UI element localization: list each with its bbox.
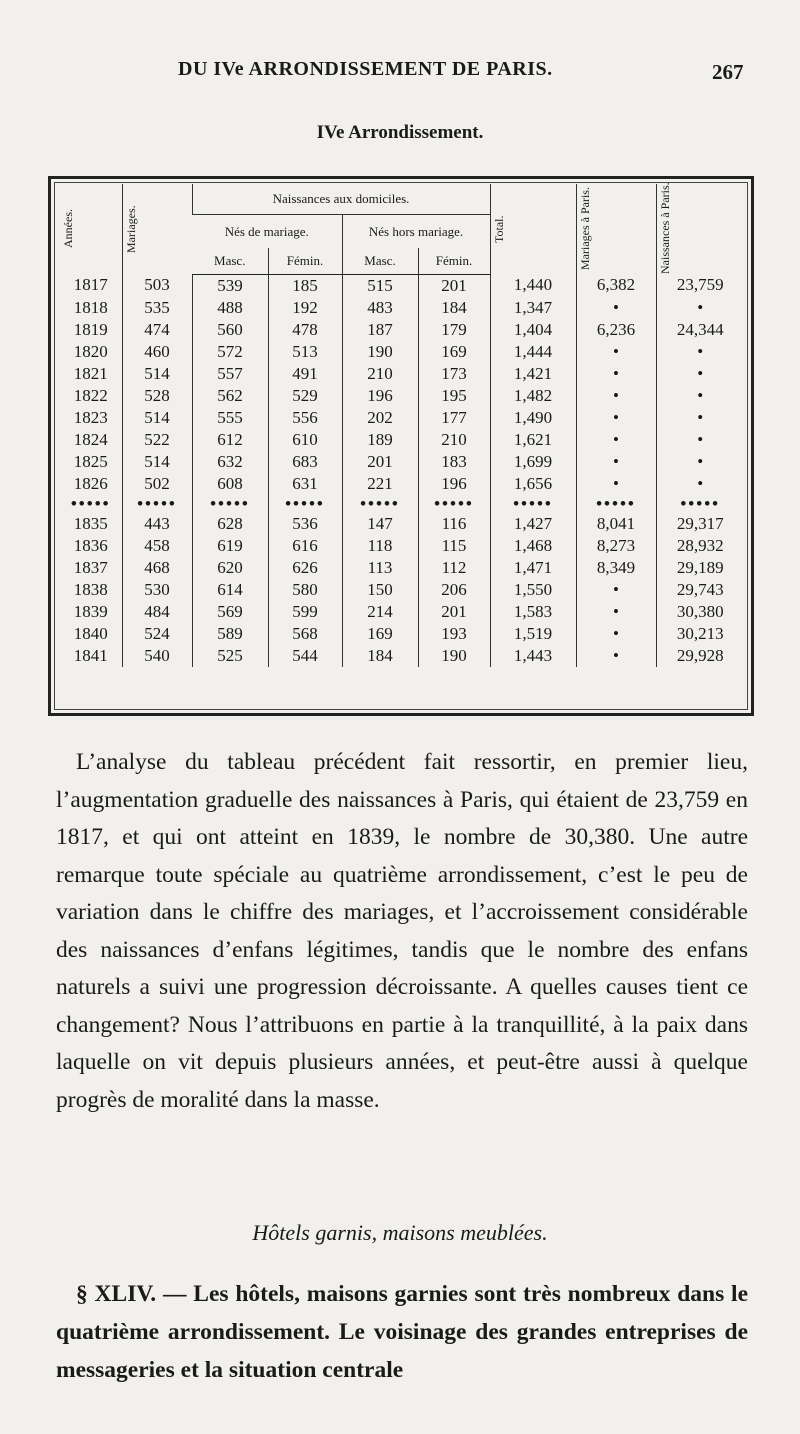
table-cell: •: [576, 473, 656, 495]
table-cell: 221: [342, 473, 418, 495]
table-cell: 29,743: [656, 579, 744, 601]
table-cell: 614: [192, 579, 268, 601]
table-cell: 169: [418, 341, 490, 363]
table-cell: 1837: [73, 557, 108, 577]
table-cell: 528: [122, 385, 192, 407]
running-title: DU IVe ARRONDISSEMENT DE PARIS.: [178, 58, 553, 80]
header-mariages: Mariages.: [122, 184, 192, 274]
table-cell: 599: [268, 601, 342, 623]
table-row: [60, 407, 744, 429]
table-cell: 192: [268, 297, 342, 319]
table-cell: 184: [418, 297, 490, 319]
table-cell: 631: [268, 473, 342, 495]
table-cell: 572: [192, 341, 268, 363]
section-paragraph-block: [56, 1275, 748, 1389]
table-cell: 184: [342, 645, 418, 667]
table-cell: 1819: [73, 319, 108, 339]
table-cell: 569: [192, 601, 268, 623]
table-row: [60, 557, 744, 579]
table-cell: 1836: [73, 535, 108, 555]
table-title: IVe Arrondissement.: [316, 122, 484, 143]
separator-cell: •••••: [268, 495, 342, 513]
table-cell: 515: [342, 274, 418, 297]
table-cell: •: [656, 451, 744, 473]
table-cell: 189: [342, 429, 418, 451]
table-cell: 474: [122, 319, 192, 341]
table-cell: 193: [418, 623, 490, 645]
table-cell: 1817: [73, 275, 108, 295]
separator-cell: •••••: [490, 495, 576, 513]
table-row: [60, 319, 744, 341]
table-cell: 202: [342, 407, 418, 429]
table-row: [60, 429, 744, 451]
table-cell: 555: [192, 407, 268, 429]
table-cell: 206: [418, 579, 490, 601]
table-cell: 1,421: [490, 363, 576, 385]
table-cell: 557: [192, 363, 268, 385]
table-cell: 560: [192, 319, 268, 341]
table-cell: 115: [418, 535, 490, 557]
table-row: [60, 297, 744, 319]
table-cell: 8,273: [576, 535, 656, 557]
table-cell: 30,380: [656, 601, 744, 623]
table-cell: 1,519: [490, 623, 576, 645]
table-cell: 608: [192, 473, 268, 495]
analysis-paragraph: L’analyse du tableau précédent fait ressortir, en premier lieu, l’augmentation graduelle des naissances à Paris, qui étaient de 23,759 en 1817, et qui ont atteint en 1839, le nombre de 30,380. Une autre remarque toute spéciale au quatrième arrondissement, c’est le peu de variation dans le chiffre des mariages, et l’accroissement considérable des naissances d’enfans légitimes, tandis que le nombre des enfans naturels a suivi une progression décroissante. A quelles causes tient ce changement? Nous l’attribuons en partie à la tranquillité, à la paix dans laquelle on vit depuis plusieurs années, et peut-être aussi à quelque progrès de moralité dans la masse.: [56, 749, 748, 1113]
table-row: [60, 645, 744, 667]
table-cell: 112: [418, 557, 490, 579]
births-marriages-table: [60, 184, 744, 667]
table-cell: 190: [342, 341, 418, 363]
table-cell: 1820: [73, 341, 108, 361]
table-cell: 24,344: [656, 319, 744, 341]
table-cell: 1822: [73, 385, 108, 405]
table-cell: 514: [122, 451, 192, 473]
table-cell: 544: [268, 645, 342, 667]
running-head: [0, 58, 800, 88]
table-cell: 1,482: [490, 385, 576, 407]
table-cell: 195: [418, 385, 490, 407]
table-cell: 468: [122, 557, 192, 579]
header-mariages-paris: Mariages à Paris.: [576, 184, 656, 274]
separator-cell: •••••: [656, 495, 744, 513]
table-cell: •: [656, 385, 744, 407]
table-cell: 568: [268, 623, 342, 645]
separator-row: [60, 495, 744, 513]
table-cell: 1,583: [490, 601, 576, 623]
table-cell: 580: [268, 579, 342, 601]
table-cell: 1839: [73, 601, 108, 621]
table-cell: 1,490: [490, 407, 576, 429]
table-cell: 683: [268, 451, 342, 473]
table-cell: 1821: [73, 363, 108, 383]
table-cell: 1,444: [490, 341, 576, 363]
table-cell: 1,468: [490, 535, 576, 557]
header-nes-hors-mariage: Nés hors mariage.: [342, 215, 490, 248]
table-cell: 514: [122, 407, 192, 429]
table-cell: 185: [268, 274, 342, 297]
table-cell: •: [656, 473, 744, 495]
table-cell: 201: [418, 601, 490, 623]
section-title: Hôtels garnis, maisons meublées.: [252, 1220, 548, 1245]
table-cell: •: [656, 341, 744, 363]
table-cell: 1,621: [490, 429, 576, 451]
table-cell: 29,928: [656, 645, 744, 667]
table-cell: •: [576, 429, 656, 451]
header-naissances-paris: Naissances à Paris.: [656, 184, 744, 274]
table-cell: 556: [268, 407, 342, 429]
table-cell: 530: [122, 579, 192, 601]
table-cell: 1838: [73, 579, 108, 599]
table-cell: 29,317: [656, 513, 744, 535]
table-cell: •: [656, 407, 744, 429]
table-cell: 177: [418, 407, 490, 429]
header-total: Total.: [490, 184, 576, 274]
table-cell: 113: [342, 557, 418, 579]
table-cell: 1,699: [490, 451, 576, 473]
table-cell: •: [576, 363, 656, 385]
table-row: [60, 601, 744, 623]
table-body-1835-1841: [60, 513, 744, 667]
table-cell: 210: [342, 363, 418, 385]
table-cell: 1,656: [490, 473, 576, 495]
table-cell: 150: [342, 579, 418, 601]
table-row: [60, 451, 744, 473]
table-cell: 610: [268, 429, 342, 451]
table-cell: 1,471: [490, 557, 576, 579]
table-row: [60, 341, 744, 363]
table-cell: 589: [192, 623, 268, 645]
table-cell: 620: [192, 557, 268, 579]
table-cell: 522: [122, 429, 192, 451]
table-cell: 491: [268, 363, 342, 385]
table-cell: 536: [268, 513, 342, 535]
table-cell: 483: [342, 297, 418, 319]
page-number: 267: [712, 60, 744, 84]
table-cell: •: [656, 363, 744, 385]
table-cell: 458: [122, 535, 192, 557]
table-cell: •: [576, 601, 656, 623]
table-cell: •: [656, 297, 744, 319]
separator-cell: •••••: [342, 495, 418, 513]
table-cell: 1824: [73, 429, 108, 449]
table-cell: 6,382: [576, 274, 656, 297]
table-cell: 524: [122, 623, 192, 645]
table-cell: 183: [418, 451, 490, 473]
section-paragraph: § XLIV. — Les hôtels, maisons garnies sont très nombreux dans le quatrième arrondissement. Le voisinage des grandes entreprises de messageries et la situation centrale: [56, 1281, 748, 1383]
table-row: [60, 535, 744, 557]
table-cell: 8,041: [576, 513, 656, 535]
table-cell: 513: [268, 341, 342, 363]
table-row: [60, 385, 744, 407]
table-cell: 1,347: [490, 297, 576, 319]
table-cell: 1,440: [490, 274, 576, 297]
table-cell: 190: [418, 645, 490, 667]
table-cell: 488: [192, 297, 268, 319]
table-cell: 1841: [73, 645, 108, 665]
table-cell: 525: [192, 645, 268, 667]
table-cell: 187: [342, 319, 418, 341]
table-cell: 29,189: [656, 557, 744, 579]
table-cell: 1,443: [490, 645, 576, 667]
table-separator: [60, 495, 744, 513]
table-cell: 628: [192, 513, 268, 535]
table-cell: 116: [418, 513, 490, 535]
table-cell: 6,236: [576, 319, 656, 341]
table-cell: 1818: [73, 297, 108, 317]
table-cell: •: [576, 579, 656, 601]
table-cell: 196: [418, 473, 490, 495]
table-body-1817-1826: [60, 274, 744, 495]
separator-cell: •••••: [192, 495, 268, 513]
table-cell: 1825: [73, 451, 108, 471]
table-cell: 1826: [73, 473, 108, 493]
header-femin: Fémin.: [268, 248, 342, 274]
table-cell: 1840: [73, 623, 108, 643]
table-cell: 460: [122, 341, 192, 363]
separator-cell: •••••: [70, 493, 111, 513]
table-cell: 214: [342, 601, 418, 623]
table-cell: 535: [122, 297, 192, 319]
header-annees: Années.: [61, 209, 75, 249]
table-cell: •: [576, 645, 656, 667]
table-cell: 210: [418, 429, 490, 451]
table-cell: 503: [122, 274, 192, 297]
table-cell: 529: [268, 385, 342, 407]
analysis-paragraph-block: [56, 744, 748, 1119]
table-cell: 443: [122, 513, 192, 535]
table-cell: 478: [268, 319, 342, 341]
table-cell: 201: [342, 451, 418, 473]
separator-cell: •••••: [418, 495, 490, 513]
header-masc: Masc.: [192, 248, 268, 274]
table-cell: 619: [192, 535, 268, 557]
table-cell: 1,550: [490, 579, 576, 601]
table-cell: 612: [192, 429, 268, 451]
table-row: [60, 473, 744, 495]
table-cell: 514: [122, 363, 192, 385]
table-cell: 540: [122, 645, 192, 667]
table-cell: •: [576, 623, 656, 645]
table-cell: 1823: [73, 407, 108, 427]
table-cell: 1,427: [490, 513, 576, 535]
table-cell: 147: [342, 513, 418, 535]
table-cell: 1835: [73, 513, 108, 533]
table-cell: 1,404: [490, 319, 576, 341]
table-cell: •: [656, 429, 744, 451]
table-cell: 626: [268, 557, 342, 579]
table-cell: •: [576, 341, 656, 363]
table-cell: 201: [418, 274, 490, 297]
table-cell: 539: [192, 274, 268, 297]
table-row: [60, 513, 744, 535]
header-naissances-domiciles: Naissances aux domiciles.: [192, 184, 490, 215]
table-cell: 23,759: [656, 274, 744, 297]
table-cell: 502: [122, 473, 192, 495]
table-cell: 28,932: [656, 535, 744, 557]
table-cell: 616: [268, 535, 342, 557]
header-masc-hors: Masc.: [342, 248, 418, 274]
table-cell: 179: [418, 319, 490, 341]
table-row: [60, 274, 744, 297]
table-cell: 484: [122, 601, 192, 623]
separator-cell: •••••: [122, 495, 192, 513]
table-cell: 169: [342, 623, 418, 645]
table-cell: 632: [192, 451, 268, 473]
separator-cell: •••••: [576, 495, 656, 513]
header-femin-hors: Fémin.: [418, 248, 490, 274]
header-nes-mariage: Nés de mariage.: [224, 223, 309, 239]
table-cell: 30,213: [656, 623, 744, 645]
table-cell: •: [576, 385, 656, 407]
table-cell: •: [576, 407, 656, 429]
table-row: [60, 623, 744, 645]
table-cell: 562: [192, 385, 268, 407]
table-cell: 173: [418, 363, 490, 385]
table-cell: •: [576, 297, 656, 319]
table-row: [60, 363, 744, 385]
table-row: [60, 579, 744, 601]
table-cell: •: [576, 451, 656, 473]
table-cell: 118: [342, 535, 418, 557]
table-cell: 196: [342, 385, 418, 407]
table-cell: 8,349: [576, 557, 656, 579]
